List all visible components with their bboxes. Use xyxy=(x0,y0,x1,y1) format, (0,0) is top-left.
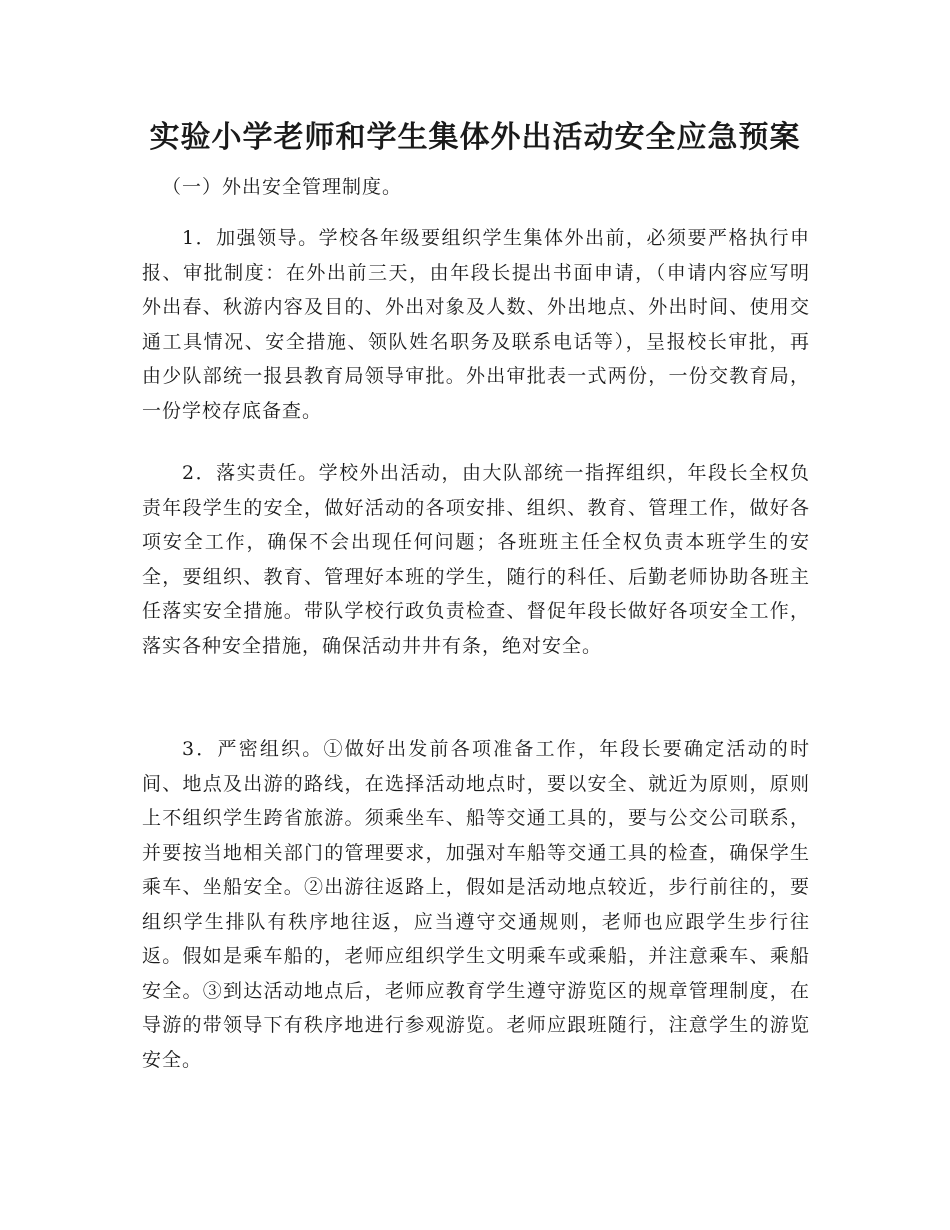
paragraph-responsibility: 2．落实责任。学校外出活动，由大队部统一指挥组织，年段长全权负责年段学生的安全，做好活动的各项安排、组织、教育、管理工作，做好各项安全工作，确保不会出现任何问题；各班班主任全权负责本班学生的安全，要组织、教育、管理好本班的学生，随行的科任、后勤老师协助各班主任落实安全措施。带队学校行政负责检查、督促年段长做好各项安全工作，落实各种安全措施，确保活动井井有条，绝对安全。 xyxy=(142,462,810,657)
section-heading: （一）外出安全管理制度。 xyxy=(162,176,403,198)
paragraph-organization: 3．严密组织。①做好出发前各项准备工作，年段长要确定活动的时间、地点及出游的路线，在选择活动地点时，要以安全、就近为原则，原则上不组织学生跨省旅游。须乘坐车、船等交通工具的，要与公交公司联系，并要按当地相关部门的管理要求，加强对车船等交通工具的检查，确保学生乘车、坐船安全。②出游往返路上，假如是活动地点较近，步行前往的，要组织学生排队有秩序地往返，应当遵守交通规则，老师也应跟学生步行往返。假如是乘车船的，老师应组织学生文明乘车或乘船，并注意乘车、乘船安全。③到达活动地点后，老师应教育学生遵守游览区的规章管理制度，在导游的带领导下有秩序地进行参观游览。老师应跟班随行，注意学生的游览安全。 xyxy=(142,738,810,1071)
document-title: 实验小学老师和学生集体外出活动安全应急预案 xyxy=(149,120,801,155)
paragraph-leadership: 1．加强领导。学校各年级要组织学生集体外出前，必须要严格执行申报、审批制度：在外出前三天，由年段长提出书面申请，（申请内容应写明外出春、秋游内容及目的、外出对象及人数、外出地点、外出时间、使用交通工具情况、安全措施、领队姓名职务及联系电话等），呈报校长审批，再由少队部统一报县教育局领导审批。外出审批表一式两份，一份交教育局，一份学校存底备查。 xyxy=(142,227,810,422)
